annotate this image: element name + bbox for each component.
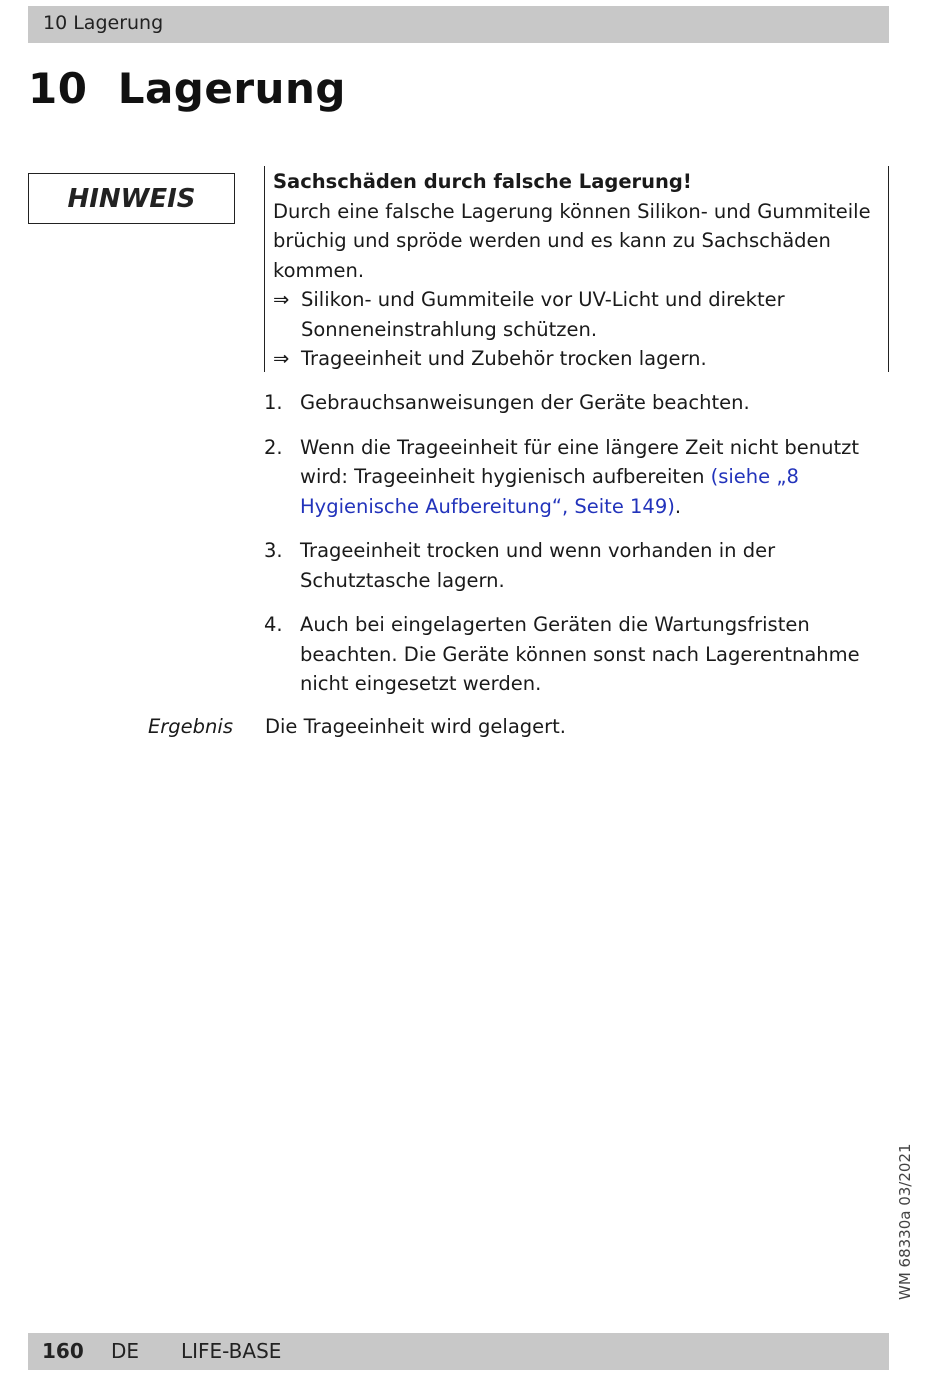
step-item bbox=[264, 388, 889, 418]
step-item bbox=[264, 610, 889, 699]
result-label: Ergebnis bbox=[147, 715, 233, 738]
step-text: Auch bei eingelagerten Geräten die Wartungsfristen beachten. Die Geräte können sonst nach Lagerentnahme nicht eingesetzt werden. bbox=[300, 613, 860, 695]
running-header bbox=[28, 6, 889, 43]
step-number: 1. bbox=[264, 391, 283, 414]
document-code: WM 68330a 03/2021 bbox=[896, 1143, 914, 1300]
step-text: Trageeinheit trocken und wenn vorhanden in der Schutztasche lagern. bbox=[300, 539, 776, 592]
step-list bbox=[264, 388, 889, 714]
step-text-end: . bbox=[674, 494, 682, 518]
arrow-right-icon: ⇒ bbox=[273, 288, 290, 311]
notice-label: HINWEIS bbox=[28, 173, 235, 224]
product-name: LIFE-BASE bbox=[181, 1339, 282, 1363]
step-text: Wenn die Trageeinheit für eine längere Zeit nicht benutzt wird: Trageeinheit hygienisch aufbereiten bbox=[300, 435, 860, 488]
notice-heading: Sachschäden durch falsche Lagerung! bbox=[273, 170, 692, 193]
step-number: 3. bbox=[264, 539, 283, 562]
step-item bbox=[264, 433, 889, 522]
notice-text: Durch eine falsche Lagerung können Silikon- und Gummiteile brüchig und spröde werden und es kann zu Sachschäden kommen. bbox=[273, 199, 871, 282]
step-number: 4. bbox=[264, 613, 283, 636]
notice-bullet bbox=[273, 344, 888, 374]
notice-bullet bbox=[273, 285, 888, 344]
step-item bbox=[264, 536, 889, 595]
running-header-title: 10 Lagerung bbox=[43, 12, 164, 34]
cross-reference-link[interactable]: (siehe „8 Hygienische Aufbereitung“, Seite 149) bbox=[300, 465, 799, 518]
step-content bbox=[300, 433, 889, 522]
step-text: Gebrauchsanweisungen der Geräte beachten. bbox=[300, 391, 750, 414]
notice-bullet-text: Trageeinheit und Zubehör trocken lagern. bbox=[301, 347, 707, 370]
language-code: DE bbox=[111, 1339, 140, 1363]
result-text: Die Trageeinheit wird gelagert. bbox=[265, 715, 567, 738]
step-number: 2. bbox=[264, 435, 283, 459]
notice-box bbox=[264, 166, 889, 372]
chapter-title: 10 Lagerung bbox=[28, 64, 346, 113]
page-number: 160 bbox=[42, 1339, 84, 1363]
arrow-right-icon: ⇒ bbox=[273, 347, 290, 370]
page-footer bbox=[28, 1333, 889, 1370]
notice-bullet-text: Silikon- und Gummiteile vor UV-Licht und direkter Sonneneinstrahlung schützen. bbox=[301, 288, 785, 341]
